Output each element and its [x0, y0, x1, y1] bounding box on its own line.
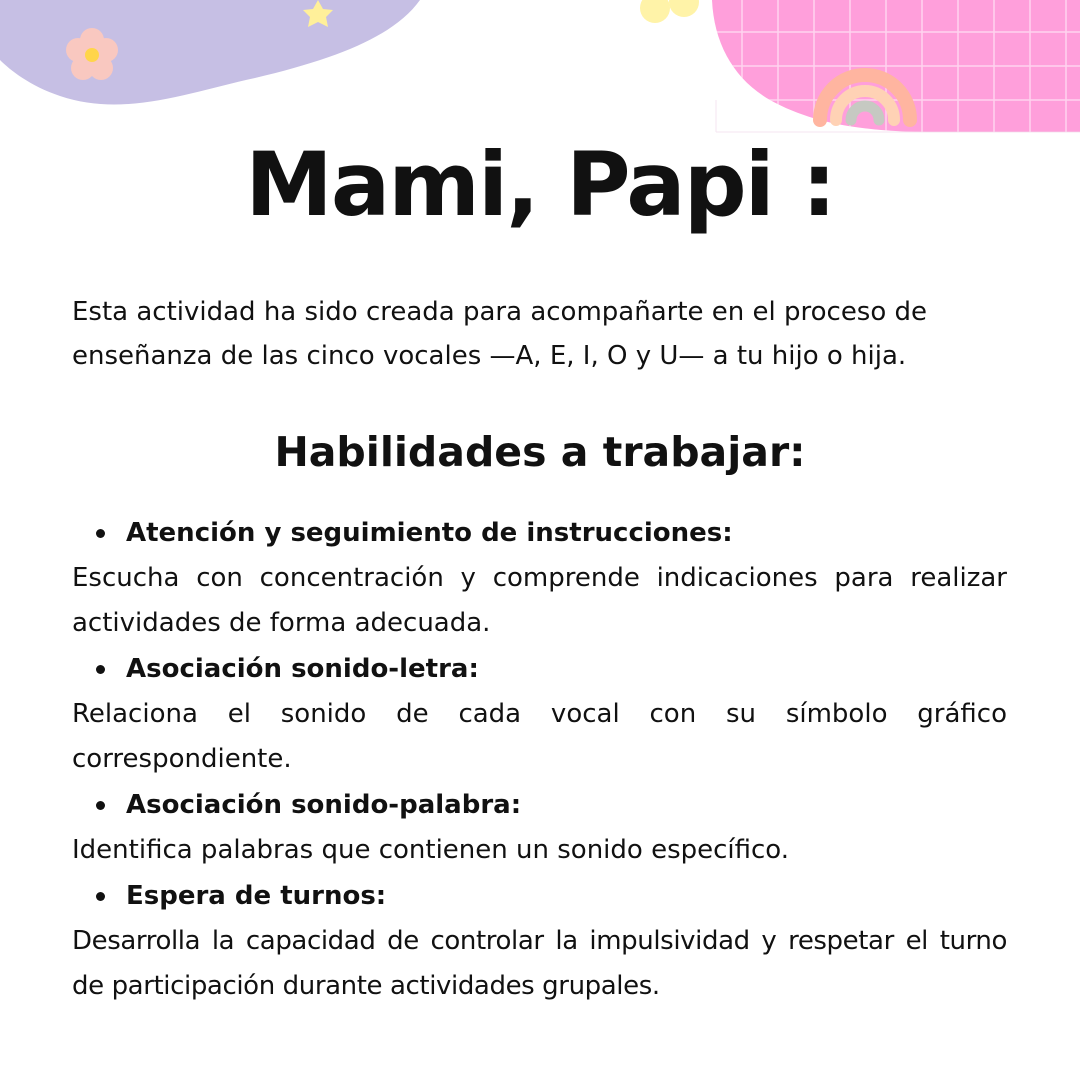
bullet-icon [96, 801, 105, 810]
flower-icon [640, 0, 699, 23]
skills-list [72, 510, 1007, 1009]
flower-icon [66, 28, 118, 80]
skill-description: Desarrolla la capacidad de controlar la impulsividad y respetar el turno de participación durante actividades grupales. [72, 926, 1007, 1001]
lavender-blob [0, 0, 420, 105]
skill-item [72, 873, 1007, 1009]
skill-item [72, 782, 1007, 873]
pink-blob [712, 0, 1080, 132]
rainbow-icon [820, 75, 910, 120]
skill-description: Identifica palabras que contienen un sonido específico. [72, 835, 790, 865]
bullet-icon [96, 892, 105, 901]
grid-pattern-faint [716, 100, 1080, 132]
bullet-icon [96, 529, 105, 538]
skill-heading: Asociación sonido-palabra: [126, 790, 522, 820]
intro-paragraph: Esta actividad ha sido creada para acompañarte en el proceso de enseñanza de las cinco vocales —A, E, I, O y U— a tu hijo o hija. [72, 297, 928, 371]
star-icon [303, 0, 333, 27]
skill-heading: Atención y seguimiento de instrucciones: [126, 518, 733, 548]
page-title: Mami, Papi : [245, 133, 835, 236]
skills-heading: Habilidades a trabajar: [274, 428, 806, 476]
skill-heading: Asociación sonido-letra: [126, 654, 479, 684]
skill-item [72, 510, 1007, 646]
skill-heading: Espera de turnos: [126, 881, 387, 911]
skill-item [72, 646, 1007, 782]
skill-description: Relaciona el sonido de cada vocal con su símbolo gráfico correspondiente. [72, 699, 1007, 774]
skill-description: Escucha con concentración y comprende indicaciones para realizar actividades de forma adecuada. [72, 563, 1007, 638]
bullet-icon [96, 665, 105, 674]
grid-pattern [712, 0, 1080, 132]
